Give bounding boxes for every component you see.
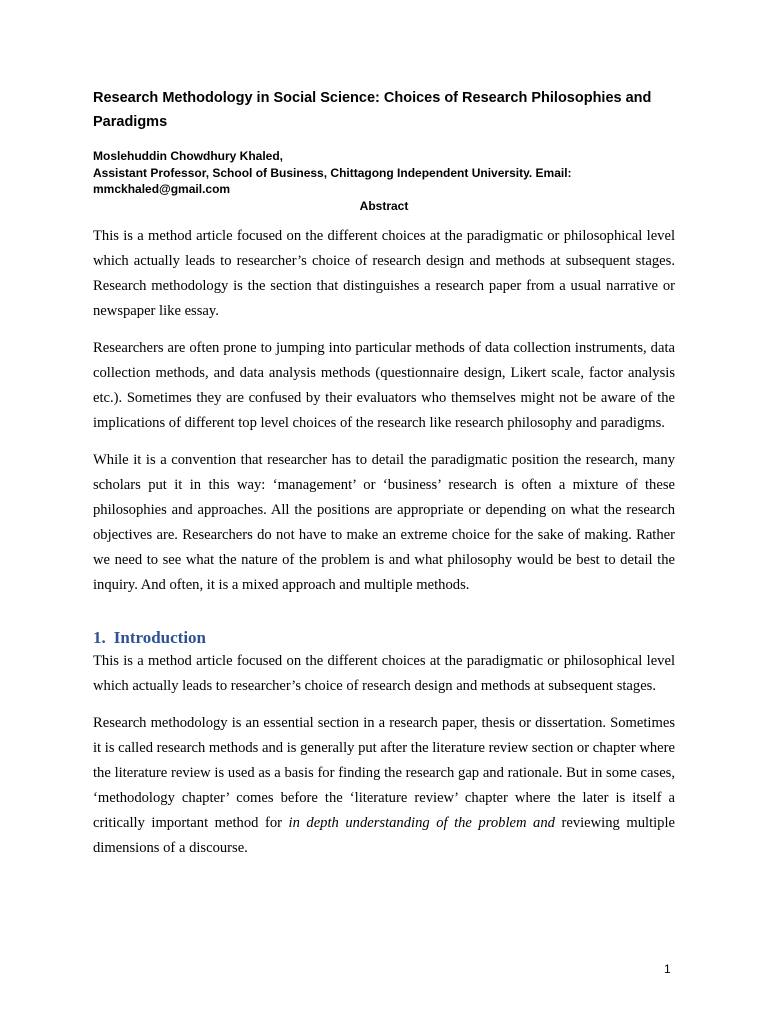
page-number: 1: [664, 962, 671, 976]
author-name: Moslehuddin Chowdhury Khaled,: [93, 149, 283, 163]
introduction-paragraph: This is a method article focused on the different choices at the paradigmatic or philosophical level which actually leads to researcher’s choice of research design and methods at subsequent stages.: [93, 653, 675, 694]
paper-page: [93, 86, 675, 873]
abstract-paragraph: While it is a convention that researcher has to detail the paradigmatic position the research, many scholars put it in this way: ‘management’ or ‘business’ research is often a mixture of these philosophies and approaches. All the positions are appropriate or depending on what the research objectives are. Researchers do not have to make an extreme choice for the sake of making. Rather we need to see what the nature of the problem is and what philosophy would be best to detail the inquiry. And often, it is a mixed approach and multiple methods.: [93, 452, 675, 593]
abstract-paragraph: Researchers are often prone to jumping into particular methods of data collection instruments, data collection methods, and data analysis methods (questionnaire design, Likert scale, factor analysis etc.). Sometimes they are confused by their evaluators who themselves might not be aware of the implications of different top level choices of the research like research philosophy and paradigms.: [93, 340, 675, 431]
paragraph-text: reviewing multiple dimensions of a discourse.: [93, 815, 676, 856]
introduction-paragraph: [93, 711, 675, 861]
section-heading-introduction: [93, 627, 675, 649]
paragraph-text: Research methodology is an essential section in a research paper, thesis or dissertation. Sometimes it is called research methods and is generally put after the literature review section or chapter where the literature review is used as a basis for finding the research gap and rationale. But in some cases, ‘methodology chapter’ comes before the ‘literature review’ chapter where the later is itself a critically important method for: [93, 715, 675, 831]
author-block: [93, 148, 675, 198]
abstract-paragraph: This is a method article focused on the different choices at the paradigmatic or philosophical level which actually leads to researcher’s choice of research design and methods at subsequent stages. Research methodology is the section that distinguishes a research paper from a usual narrative or newspaper like essay.: [93, 228, 675, 319]
abstract-heading: Abstract: [359, 198, 409, 213]
author-email: mmckhaled@gmail.com: [93, 182, 231, 196]
section-number: 1.: [93, 628, 106, 647]
section-title: Introduction: [113, 628, 207, 647]
author-affiliation: Assistant Professor, School of Business, Chittagong Independent University. Email:: [93, 165, 572, 180]
paper-title: Research Methodology in Social Science: Choices of Research Philosophies and Paradigms: [93, 90, 652, 130]
italic-phrase: in depth understanding of the problem and: [288, 815, 555, 831]
